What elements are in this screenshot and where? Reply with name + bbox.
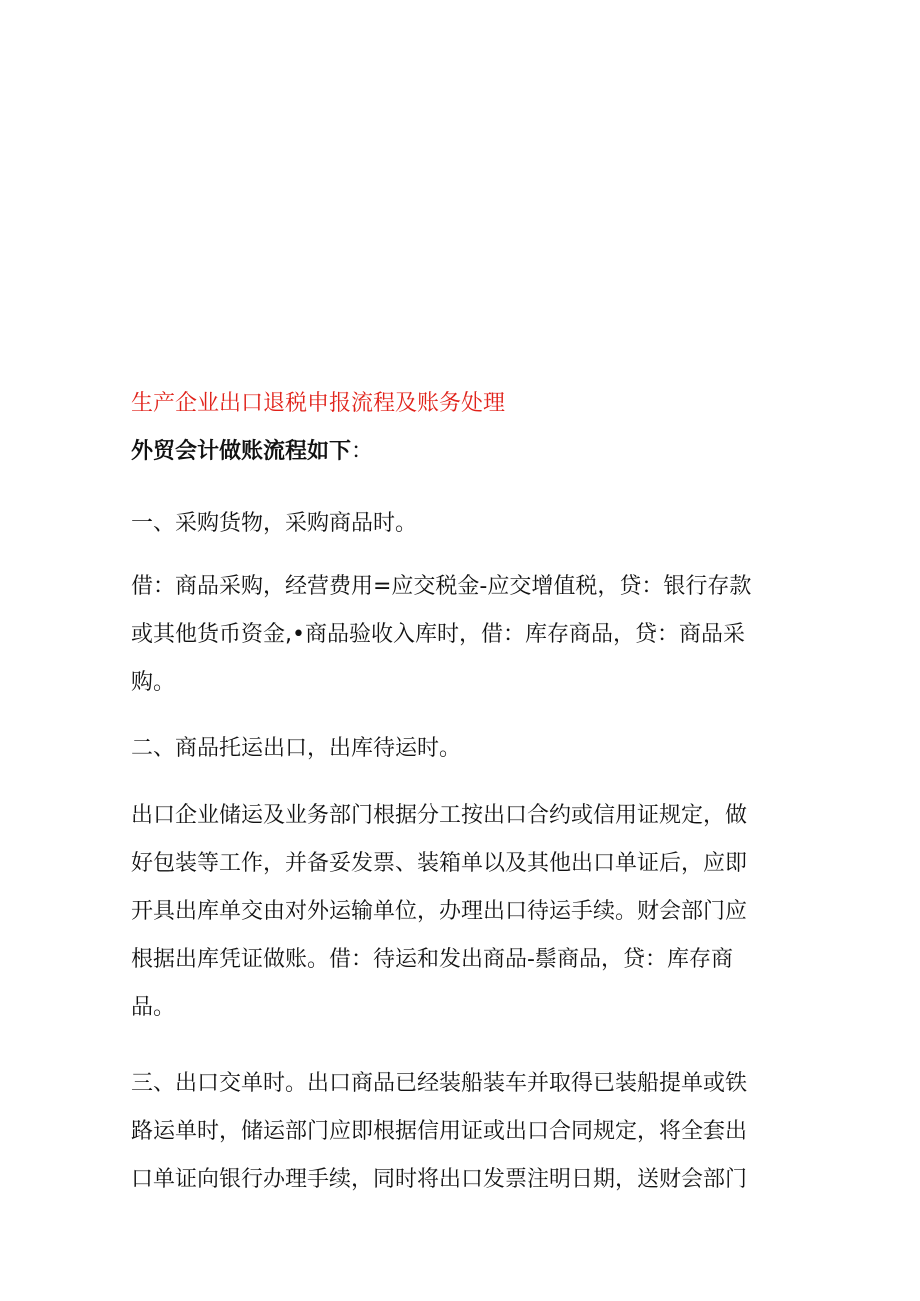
- section2-heading: [131, 725, 791, 773]
- document-subtitle: [131, 436, 373, 468]
- section1-heading: [131, 500, 791, 548]
- section1-body-line: 借：商品采购，经营费用=应交税金-应交增值税，贷：银行存款: [131, 574, 752, 599]
- section2-body-line: 品。: [131, 995, 176, 1020]
- document-title: 生产企业出口退税申报流程及账务处理: [131, 391, 506, 416]
- section3-body-line: 口单证向银行办理手续，同时将出口发票注明日期，送财会部门: [131, 1167, 748, 1192]
- section1-heading-line: 一、采购货物，采购商品时。: [131, 511, 418, 536]
- section2-body-line: 根据出库凭证做账。借：待运和发出商品-鬃商品，贷：库存商: [131, 947, 733, 972]
- section3-body: [131, 1060, 791, 1204]
- section3-body-line: 路运单时，储运部门应即根据信用证或出口合同规定，将全套出: [131, 1119, 748, 1144]
- section2-body-line: 好包装等工作，并备妥发票、装箱单以及其他出口单证后，应即: [131, 851, 748, 876]
- section2-body-line: 出口企业储运及业务部门根据分工按出口合约或信用证规定，做: [131, 803, 748, 828]
- section1-body-line: 或其他货币资金,•商品验收入库时，借：库存商品，贷：商品采: [131, 622, 745, 647]
- section2-body: [131, 792, 791, 1032]
- section2-heading-line: 二、商品托运出口，出库待运时。: [131, 736, 462, 761]
- subtitle-colon: ：: [351, 439, 374, 464]
- section1-body: [131, 563, 791, 707]
- section2-body-line: 开具出库单交由对外运输单位，办理出口待运手续。财会部门应: [131, 899, 748, 924]
- section1-body-line: 购。: [131, 670, 176, 695]
- subtitle-text: 外贸会计做账流程如下: [131, 439, 352, 464]
- section3-body-line: 三、出口交单时。出口商品已经装船装车并取得已装船提单或铁: [131, 1071, 748, 1096]
